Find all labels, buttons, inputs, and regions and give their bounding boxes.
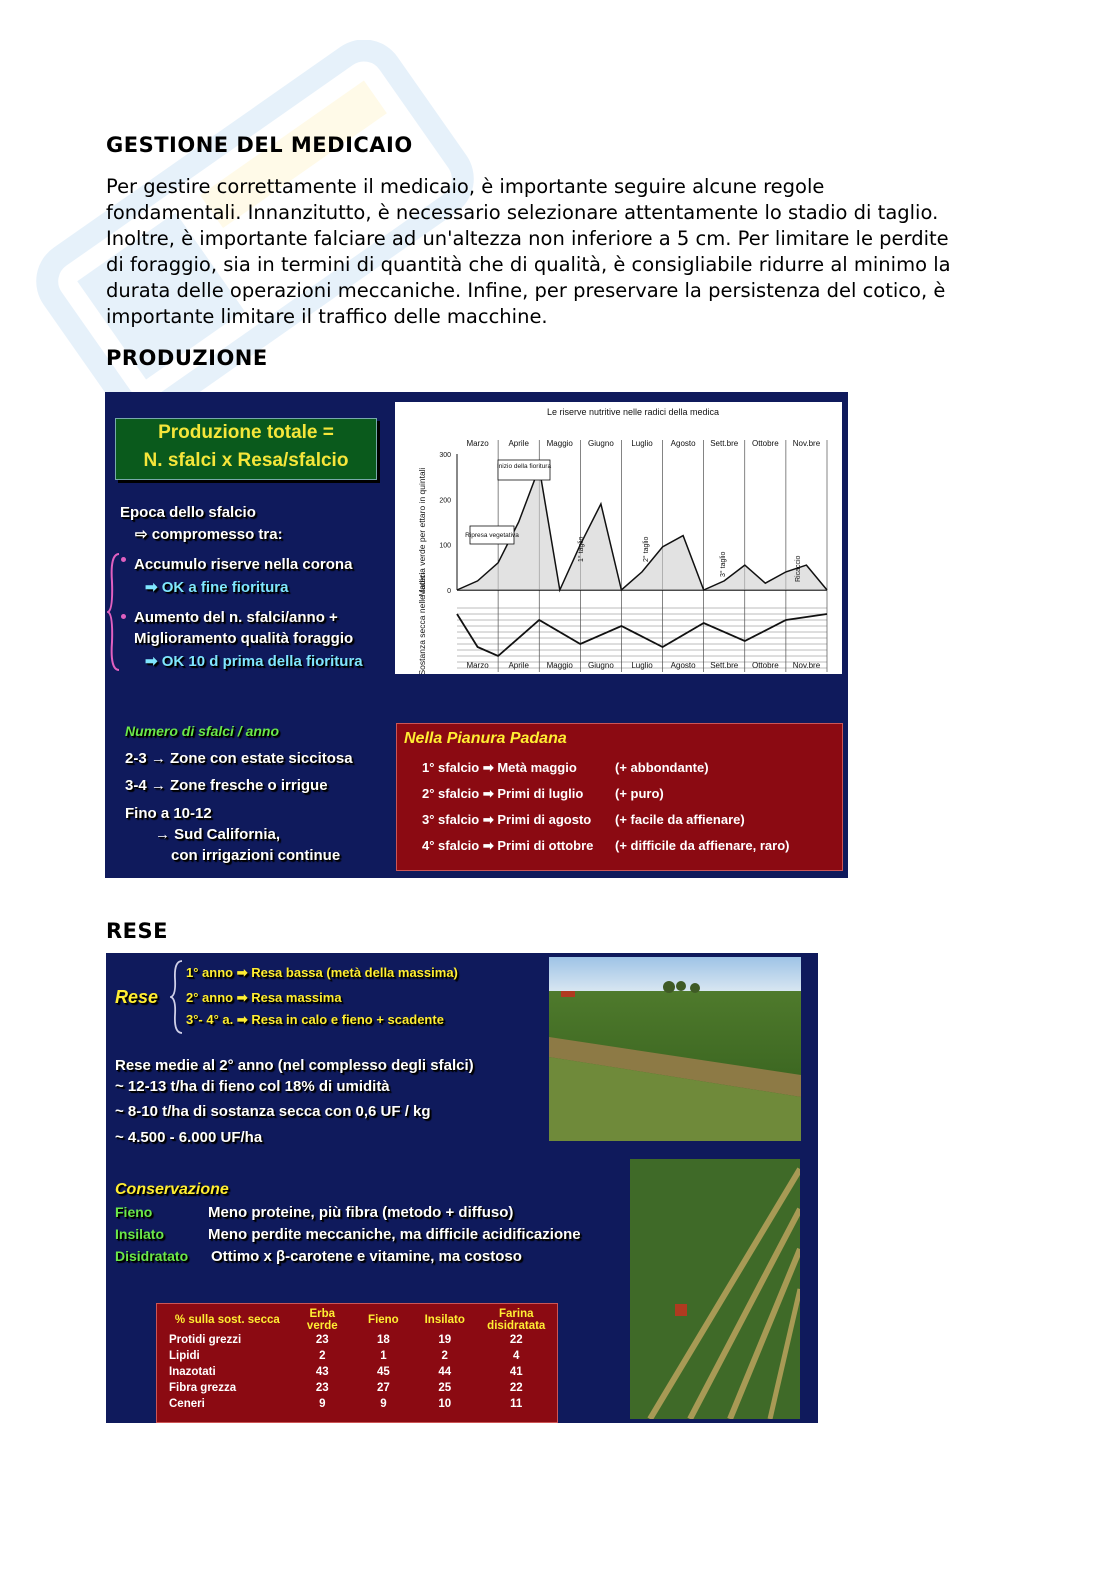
chart-month-bottom-label: Ottobre — [751, 661, 779, 670]
numero-sfalci-title: Numero di sfalci / anno — [125, 723, 280, 739]
numero-line: 3-4 → Zone fresche o irrigue — [125, 777, 328, 794]
pianura-padana-box — [396, 723, 843, 871]
rese-medie-line: ~ 8-10 t/ha di sostanza secca con 0,6 UF / kg — [115, 1103, 431, 1120]
chart-month-bottom-label: Agosto — [670, 661, 696, 670]
rese-medie-line: ~ 4.500 - 6.000 UF/ha — [115, 1129, 263, 1146]
chart-month-bottom-label: Maggio — [546, 661, 573, 670]
padana-row-nota: (+ abbondante) — [615, 760, 709, 775]
chart-month-bottom-label: Giugno — [587, 661, 614, 670]
rese-line: 3°- 4° a. ➡ Resa in calo e fieno + scadente — [186, 1012, 444, 1027]
chart-month-bottom-label: Marzo — [466, 661, 489, 670]
table-cell: 23 — [315, 1334, 329, 1346]
table-cell: 9 — [319, 1398, 326, 1410]
formula-line-2: N. sfalci x Resa/sfalcio — [143, 450, 349, 471]
padana-row-sfalcio: 4° sfalcio ➡ Primi di ottobre — [422, 838, 594, 853]
table-cell: 2 — [441, 1350, 448, 1362]
rese-medie-line: ~ 12-13 t/ha di fieno col 18% di umidità — [115, 1078, 390, 1095]
table-cell: 27 — [376, 1382, 390, 1394]
table-header: Fieno — [368, 1314, 399, 1326]
table-header: Farina disidratata — [487, 1308, 546, 1332]
chart-month-bottom-label: Sett.bre — [710, 661, 739, 670]
conservazione-text: Ottimo x β-carotene e vitamine, ma costoso — [211, 1248, 522, 1265]
table-cell: 25 — [438, 1382, 452, 1394]
table-cell: 2 — [319, 1350, 326, 1362]
table-cell: 45 — [376, 1366, 390, 1378]
rese-label: Rese — [115, 987, 159, 1007]
riserve-radici-line — [457, 614, 827, 656]
rese-slide — [106, 953, 818, 1423]
table-cell: Protidi grezzi — [169, 1334, 242, 1346]
chart-month-top-label: Marzo — [466, 439, 489, 448]
table-header: % sulla sost. secca — [174, 1314, 280, 1326]
table-cell: Fibra grezza — [169, 1382, 237, 1394]
table-cell: 22 — [509, 1382, 523, 1394]
table-header: Insilato — [424, 1314, 465, 1326]
heading-produzione: PRODUZIONE — [106, 346, 268, 370]
annotation-cut2: 2° taglio — [643, 536, 650, 562]
chart-month-top-label: Agosto — [670, 439, 696, 448]
table-cell: 44 — [438, 1366, 452, 1378]
padana-row-nota: (+ difficile da affienare, raro) — [615, 838, 790, 853]
chart-month-top-label: Sett.bre — [710, 439, 739, 448]
conservazione-label: Disidratato — [115, 1248, 189, 1264]
padana-row-sfalcio: 1° sfalcio ➡ Metà maggio — [422, 760, 577, 775]
numero-line: → Sud California, — [155, 826, 281, 843]
conservazione-text: Meno proteine, più fibra (metodo + diffuso) — [208, 1204, 514, 1221]
padana-row-nota: (+ facile da affienare) — [615, 812, 745, 827]
intro-line: Inoltre, è importante falciare ad un'altezza non inferiore a 5 cm. Per limitare le perdite — [106, 227, 949, 250]
table-cell: 1 — [380, 1350, 387, 1362]
padana-row-sfalcio: 3° sfalcio ➡ Primi di agosto — [422, 812, 592, 827]
annotation-cut3: 3° taglio — [720, 551, 727, 577]
chart-ytick-label: 200 — [439, 497, 451, 505]
bullet-1-sub: ➡ OK a fine fioritura — [145, 579, 289, 596]
annotation-ricaccio: Ricaccio — [795, 555, 802, 582]
chart-ytick-label: 300 — [439, 452, 451, 459]
chart-month-top-label: Ottobre — [751, 439, 779, 448]
padana-row-sfalcio: 2° sfalcio ➡ Primi di luglio — [422, 786, 584, 801]
chart-ylabel-bottom: Sostanza secca nelle radici — [417, 572, 427, 674]
table-cell: 18 — [376, 1334, 390, 1346]
conservazione-title: Conservazione — [115, 1181, 229, 1198]
annotation-ripresa: Ripresa vegetativa — [465, 532, 519, 539]
intro-line: importante limitare il traffico delle macchine. — [106, 305, 548, 328]
intro-line: durata delle operazioni meccaniche. Infine, per preservare la persistenza del cotico, è — [106, 279, 946, 302]
bullet-2-sub: ➡ OK 10 d prima della fioritura — [145, 653, 363, 670]
intro-paragraph — [106, 174, 1006, 330]
numero-line: 2-3 → Zone con estate siccitosa — [125, 750, 353, 767]
epoca-line-2: ⇨ compromesso tra: — [135, 526, 283, 543]
bullet-dot — [121, 614, 126, 619]
formula-line-1: Produzione totale = — [158, 422, 334, 443]
rese-line: 1° anno ➡ Resa bassa (metà della massima) — [186, 965, 458, 980]
table-cell: 43 — [315, 1366, 329, 1378]
chart-month-top-label: Aprile — [508, 439, 529, 448]
bullet-2-line-1: Aumento del n. sfalci/anno + — [134, 609, 338, 626]
table-row — [163, 1380, 557, 1396]
annotation-cut1: 1° taglio — [578, 536, 585, 562]
conservazione-label: Insilato — [115, 1226, 165, 1242]
table-cell: 41 — [509, 1366, 523, 1378]
mowing-field-photo — [630, 1159, 800, 1419]
chart-ylabel-top: Materia verde per ettaro in quintali — [417, 467, 427, 597]
brace-icon — [107, 552, 121, 672]
chart-month-top-label: Giugno — [587, 439, 614, 448]
bullet-2-line-2: Miglioramento qualità foraggio — [134, 630, 354, 647]
intro-line: di foraggio, sia in termini di quantità che di qualità, è consigliabile ridurre al minimo la — [106, 253, 951, 276]
chart-ytick-label: 100 — [439, 542, 451, 550]
composition-table-grid — [163, 1308, 557, 1412]
annotation-fioritura: Inizio della fioritura — [496, 463, 552, 470]
table-cell: 19 — [438, 1334, 452, 1346]
table-row — [163, 1364, 557, 1380]
conservazione-label: Fieno — [115, 1204, 153, 1220]
table-row — [163, 1332, 557, 1348]
padana-row-nota: (+ puro) — [615, 786, 664, 801]
table-cell: Ceneri — [169, 1398, 205, 1410]
table-header-row — [163, 1308, 557, 1332]
heading-gestione: GESTIONE DEL MEDICAIO — [106, 133, 413, 157]
table-header: Erba verde — [306, 1308, 338, 1332]
composition-table — [156, 1303, 558, 1423]
table-cell: 23 — [315, 1382, 329, 1394]
epoca-line-1: Epoca dello sfalcio — [120, 504, 256, 521]
table-row — [163, 1348, 557, 1364]
heading-rese: RESE — [106, 919, 168, 943]
formula-box — [115, 418, 377, 480]
numero-line: Fino a 10-12 — [125, 805, 212, 822]
chart-title: Le riserve nutritive nelle radici della medica — [546, 407, 720, 417]
bullet-dot — [121, 557, 126, 562]
chart-ytick-label: 0 — [447, 588, 451, 595]
table-cell: 10 — [438, 1398, 452, 1410]
riserve-chart — [395, 402, 842, 674]
produzione-slide — [105, 392, 848, 878]
table-cell: 4 — [513, 1350, 520, 1362]
chart-month-top-label: Nov.bre — [792, 439, 821, 448]
table-cell: 9 — [380, 1398, 387, 1410]
padana-title: Nella Pianura Padana — [404, 730, 567, 747]
chart-month-top-label: Maggio — [546, 439, 573, 448]
table-cell: Inazotati — [169, 1366, 216, 1378]
table-cell: Lipidi — [169, 1350, 200, 1362]
chart-month-bottom-label: Nov.bre — [792, 661, 821, 670]
alfalfa-field-photo — [549, 957, 801, 1141]
rese-line: 2° anno ➡ Resa massima — [186, 990, 342, 1005]
intro-line: Per gestire correttamente il medicaio, è importante seguire alcune regole — [106, 175, 825, 198]
riserve-chart-svg — [395, 402, 842, 674]
chart-month-bottom-label: Luglio — [631, 661, 653, 670]
intro-line: fondamentali. Innanzitutto, è necessario selezionare attentamente lo stadio di taglio. — [106, 201, 939, 224]
bullet-1: Accumulo riserve nella corona — [134, 556, 353, 573]
table-cell: 11 — [510, 1398, 523, 1410]
conservazione-text: Meno perdite meccaniche, ma difficile acidificazione — [208, 1226, 581, 1243]
chart-month-top-label: Luglio — [631, 439, 653, 448]
numero-line: con irrigazioni continue — [171, 847, 341, 864]
table-cell: 22 — [509, 1334, 523, 1346]
rese-brace-icon — [170, 959, 184, 1035]
rese-medie-line: Rese medie al 2° anno (nel complesso degli sfalci) — [115, 1057, 474, 1074]
table-row — [163, 1396, 557, 1412]
chart-month-bottom-label: Aprile — [508, 661, 529, 670]
